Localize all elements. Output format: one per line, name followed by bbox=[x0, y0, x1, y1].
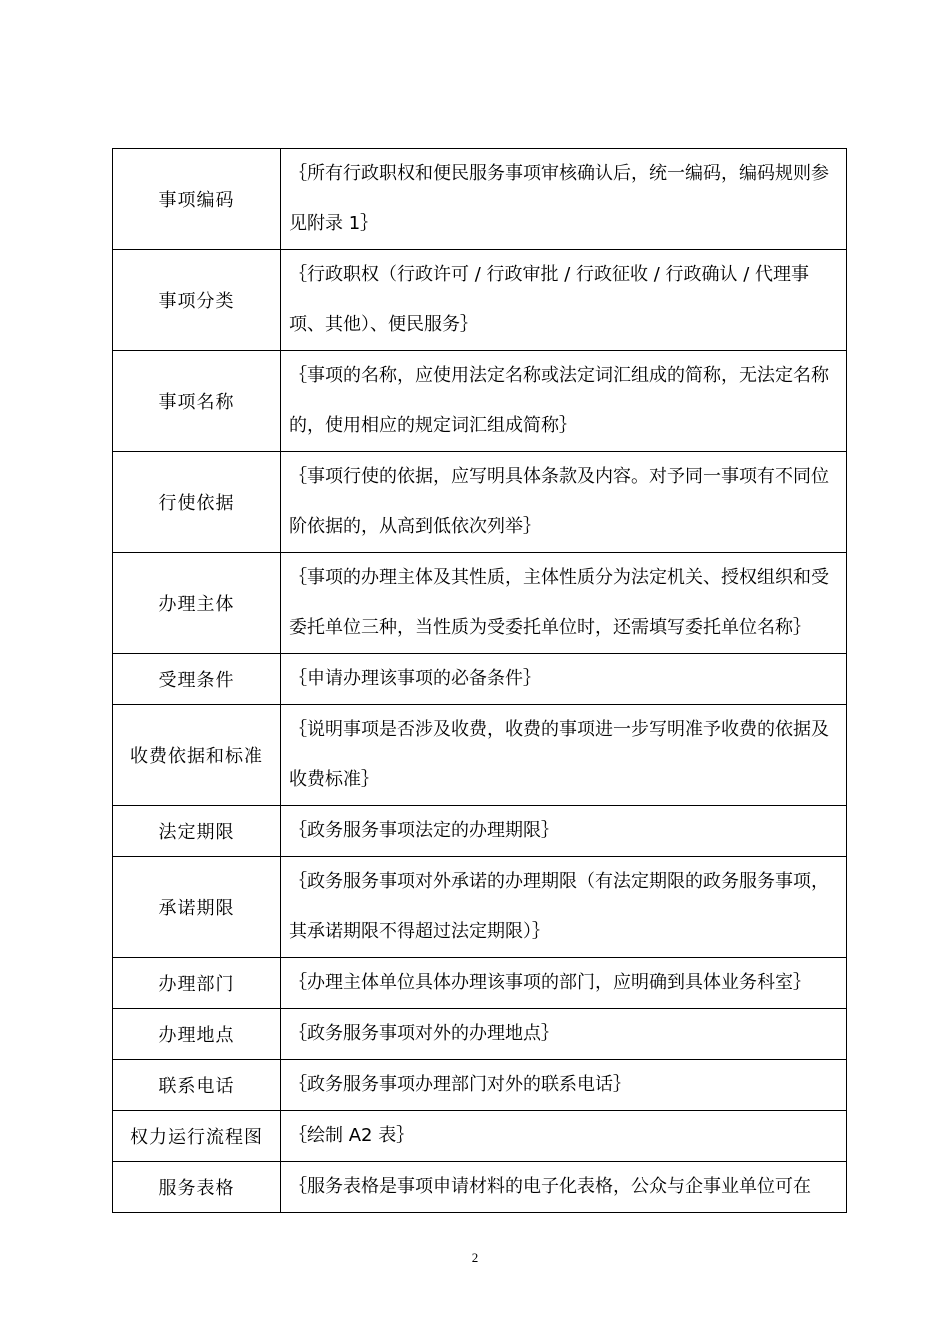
table-row bbox=[113, 1060, 847, 1111]
row-label: 服务表格 bbox=[113, 1162, 281, 1213]
row-description: ｛绘制 A2 表｝ bbox=[281, 1111, 847, 1162]
table-row bbox=[113, 553, 847, 654]
table-row bbox=[113, 250, 847, 351]
table-row bbox=[113, 1009, 847, 1060]
row-label: 承诺期限 bbox=[113, 857, 281, 958]
row-label: 办理地点 bbox=[113, 1009, 281, 1060]
row-label: 受理条件 bbox=[113, 654, 281, 705]
row-description: ｛事项的办理主体及其性质，主体性质分为法定机关、授权组织和受委托单位三种，当性质为受委托单位时，还需填写委托单位名称｝ bbox=[281, 553, 847, 654]
table-row bbox=[113, 1162, 847, 1213]
table-row bbox=[113, 857, 847, 958]
row-label: 事项编码 bbox=[113, 149, 281, 250]
row-description: ｛说明事项是否涉及收费，收费的事项进一步写明准予收费的依据及收费标准｝ bbox=[281, 705, 847, 806]
row-description: ｛政务服务事项办理部门对外的联系电话｝ bbox=[281, 1060, 847, 1111]
row-label: 事项分类 bbox=[113, 250, 281, 351]
service-item-table bbox=[112, 148, 847, 1213]
row-label: 办理主体 bbox=[113, 553, 281, 654]
row-description: ｛申请办理该事项的必备条件｝ bbox=[281, 654, 847, 705]
row-description: ｛事项行使的依据，应写明具体条款及内容。对予同一事项有不同位阶依据的，从高到低依次列举｝ bbox=[281, 452, 847, 553]
row-description: ｛政务服务事项对外的办理地点｝ bbox=[281, 1009, 847, 1060]
table-row bbox=[113, 351, 847, 452]
row-description: ｛行政职权（行政许可 / 行政审批 / 行政征收 / 行政确认 / 代理事项、其他）、便民服务｝ bbox=[281, 250, 847, 351]
row-label: 办理部门 bbox=[113, 958, 281, 1009]
row-label: 联系电话 bbox=[113, 1060, 281, 1111]
table-row bbox=[113, 452, 847, 553]
table-row bbox=[113, 705, 847, 806]
table-row bbox=[113, 1111, 847, 1162]
table-row bbox=[113, 654, 847, 705]
row-description: ｛所有行政职权和便民服务事项审核确认后，统一编码，编码规则参见附录 1｝ bbox=[281, 149, 847, 250]
row-description: ｛政务服务事项法定的办理期限｝ bbox=[281, 806, 847, 857]
table-row bbox=[113, 958, 847, 1009]
row-description: ｛办理主体单位具体办理该事项的部门，应明确到具体业务科室｝ bbox=[281, 958, 847, 1009]
table-row bbox=[113, 149, 847, 250]
row-label: 权力运行流程图 bbox=[113, 1111, 281, 1162]
row-label: 事项名称 bbox=[113, 351, 281, 452]
row-label: 收费依据和标准 bbox=[113, 705, 281, 806]
row-label: 法定期限 bbox=[113, 806, 281, 857]
page-number: 2 bbox=[471, 1250, 479, 1265]
row-description: ｛政务服务事项对外承诺的办理期限（有法定期限的政务服务事项，其承诺期限不得超过法定期限）｝ bbox=[281, 857, 847, 958]
row-label: 行使依据 bbox=[113, 452, 281, 553]
table-row bbox=[113, 806, 847, 857]
row-description: ｛服务表格是事项申请材料的电子化表格，公众与企事业单位可在 bbox=[281, 1162, 847, 1213]
row-description: ｛事项的名称，应使用法定名称或法定词汇组成的简称，无法定名称的，使用相应的规定词汇组成简称｝ bbox=[281, 351, 847, 452]
